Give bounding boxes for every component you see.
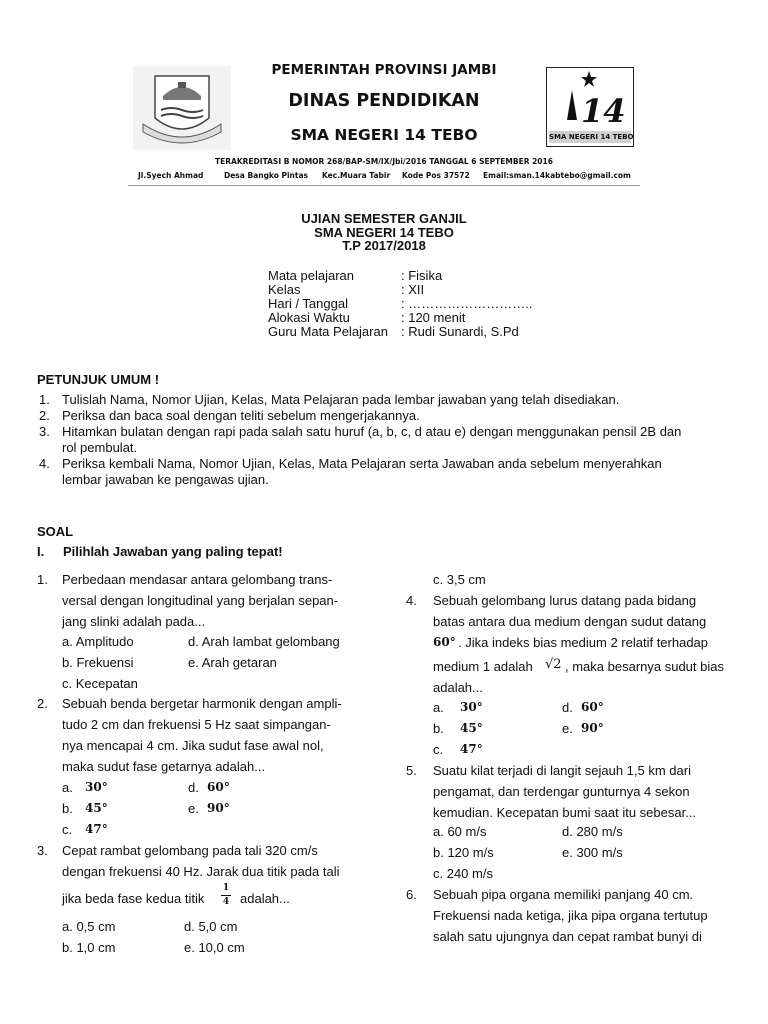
option-d: d. 280 m/s — [562, 824, 623, 839]
part-number: I. — [37, 544, 45, 559]
instruction-text: rol pembulat. — [62, 440, 138, 455]
angle-value: 60° — [433, 635, 456, 649]
instruction-text: lembar jawaban ke pengawas ujian. — [62, 472, 269, 487]
question-line: , maka besarnya sudut bias — [565, 659, 724, 674]
question-line: jang slinki adalah pada... — [62, 614, 206, 629]
option-a-label: a. — [62, 780, 73, 795]
option-a-label: a. — [433, 700, 444, 715]
option-d-label: d. — [188, 780, 199, 795]
instructions-heading: PETUNJUK UMUM ! — [37, 372, 160, 387]
option-d-value: 60° — [581, 700, 604, 714]
question-number: 4. — [406, 593, 417, 608]
question-line: Suatu kilat terjadi di langit sejauh 1,5 km dari — [433, 763, 691, 778]
question-line: salah satu ujungnya dan cepat rambat bunyi di — [433, 929, 702, 944]
instruction-text: Tulislah Nama, Nomor Ujian, Kelas, Mata Pelajaran pada lembar jawaban yang telah disediakan. — [62, 392, 620, 407]
exam-title: UJIAN SEMESTER GANJIL — [301, 211, 467, 226]
question-line: maka sudut fase getarnya adalah... — [62, 759, 266, 774]
fraction-denominator: 4 — [222, 897, 230, 907]
question-number: 2. — [37, 696, 48, 711]
header-department: DINAS PENDIDIKAN — [288, 91, 480, 111]
instruction-text: Periksa dan baca soal dengan teliti sebelum mengerjakannya. — [62, 408, 420, 423]
option-a: a. Amplitudo — [62, 634, 134, 649]
option-c-value: 47° — [460, 742, 483, 756]
question-number: 1. — [37, 572, 48, 587]
question-line: versal dengan longitudinal yang berjalan sepan- — [62, 593, 339, 608]
address-postcode: Kode Pos 37572 — [402, 171, 470, 180]
option-e-value: 90° — [207, 801, 230, 815]
address-district: Kec.Muara Tabir — [322, 171, 391, 180]
option-e-label: e. — [188, 801, 199, 816]
question-line: pengamat, dan terdengar gunturnya 4 sekon — [433, 784, 690, 799]
option-c-value: 47° — [85, 822, 108, 836]
option-c: c. 3,5 cm — [433, 572, 486, 587]
address-email: Email:sman.14kabtebo@gmail.com — [483, 171, 631, 180]
question-line: Cepat rambat gelombang pada tali 320 cm/s — [62, 843, 318, 858]
option-e: e. 300 m/s — [562, 845, 623, 860]
instruction-num: 3. — [39, 424, 50, 439]
option-b: b. Frekuensi — [62, 655, 134, 670]
option-c-label: c. — [433, 742, 444, 757]
question-line: kemudian. Kecepatan bumi saat itu sebesar... — [433, 805, 697, 820]
info-class-label: Kelas — [268, 282, 301, 297]
question-number: 5. — [406, 763, 417, 778]
info-time-value: : 120 menit — [401, 310, 466, 325]
option-a-value: 30° — [460, 700, 483, 714]
header-school: SMA NEGERI 14 TEBO — [290, 126, 478, 144]
school-logo-numeral: 14 — [581, 92, 626, 128]
option-e-value: 90° — [581, 721, 604, 735]
instruction-num: 2. — [39, 408, 50, 423]
instruction-num: 1. — [39, 392, 50, 407]
option-b: b. 120 m/s — [433, 845, 494, 860]
option-c-label: c. — [62, 822, 73, 837]
option-a: a. 0,5 cm — [62, 919, 116, 934]
option-a: a. 60 m/s — [433, 824, 487, 839]
option-a-value: 30° — [85, 780, 108, 794]
option-d: d. 5,0 cm — [184, 919, 238, 934]
question-number: 3. — [37, 843, 48, 858]
exam-school: SMA NEGERI 14 TEBO — [314, 225, 454, 240]
option-c: c. 240 m/s — [433, 866, 493, 881]
section-heading: SOAL — [37, 524, 74, 539]
instruction-text: Periksa kembali Nama, Nomor Ujian, Kelas, Mata Pelajaran serta Jawaban anda sebelum menyerahkan — [62, 456, 662, 471]
school-logo-caption: SMA NEGERI 14 TEBO — [549, 133, 634, 141]
question-line: nya mencapai 4 cm. Jika sudut fase awal nol, — [62, 738, 324, 753]
option-b-label: b. — [433, 721, 444, 736]
option-b-value: 45° — [85, 801, 108, 815]
info-date-value: : ……………………….. — [401, 296, 533, 311]
fraction-numerator: 1 — [222, 883, 230, 893]
question-line: adalah... — [240, 891, 290, 906]
address-village: Desa Bangko Pintas — [224, 171, 309, 180]
option-e: e. Arah getaran — [188, 655, 277, 670]
option-e-label: e. — [562, 721, 573, 736]
info-subject-value: : Fisika — [401, 268, 443, 283]
address-street: Jl.Syech Ahmad — [138, 171, 204, 180]
question-line: Sebuah gelombang lurus datang pada bidang — [433, 593, 697, 608]
header-divider — [128, 185, 640, 186]
info-time-label: Alokasi Waktu — [268, 310, 350, 325]
option-d-label: d. — [562, 700, 573, 715]
info-class-value: : XII — [401, 282, 425, 297]
part-title: Pilihlah Jawaban yang paling tepat! — [63, 544, 283, 559]
question-line: dengan frekuensi 40 Hz. Jarak dua titik pada tali — [62, 864, 340, 879]
exam-year: T.P 2017/2018 — [342, 238, 426, 253]
question-line: Frekuensi nada ketiga, jika pipa organa tertutup — [433, 908, 708, 923]
info-date-label: Hari / Tanggal — [268, 296, 348, 311]
instruction-text: Hitamkan bulatan dengan rapi pada salah satu huruf (a, b, c, d atau e) dengan menggunakan pensil 2B dan — [62, 424, 682, 439]
fraction-bar — [221, 895, 231, 896]
option-b-value: 45° — [460, 721, 483, 735]
sqrt-expression: √2 — [545, 657, 562, 672]
question-line: batas antara dua medium dengan sudut datang — [433, 614, 707, 629]
option-e: e. 10,0 cm — [184, 940, 245, 955]
question-line: Sebuah pipa organa memiliki panjang 40 cm. — [433, 887, 694, 902]
question-line: tudo 2 cm dan frekuensi 5 Hz saat simpangan- — [62, 717, 331, 732]
header-province: PEMERINTAH PROVINSI JAMBI — [271, 62, 497, 78]
option-b-label: b. — [62, 801, 73, 816]
question-number: 6. — [406, 887, 417, 902]
option-d: d. Arah lambat gelombang — [188, 634, 340, 649]
info-teacher-label: Guru Mata Pelajaran — [268, 324, 388, 339]
option-b: b. 1,0 cm — [62, 940, 116, 955]
question-line: medium 1 adalah — [433, 659, 533, 674]
info-subject-label: Mata pelajaran — [268, 268, 354, 283]
info-teacher-value: : Rudi Sunardi, S.Pd — [401, 324, 519, 339]
question-line: adalah... — [433, 680, 483, 695]
question-line: Sebuah benda bergetar harmonik dengan ampli- — [62, 696, 342, 711]
option-d-value: 60° — [207, 780, 230, 794]
option-c: c. Kecepatan — [62, 676, 138, 691]
instruction-num: 4. — [39, 456, 50, 471]
fraction — [220, 883, 232, 908]
question-line: . Jika indeks bias medium 2 relatif terhadap — [458, 635, 709, 650]
question-line: Perbedaan mendasar antara gelombang trans- — [62, 572, 333, 587]
school-logo — [546, 67, 634, 147]
question-line: jika beda fase kedua titik — [62, 891, 205, 906]
accreditation: TERAKREDITASI B NOMOR 268/BAP-SM/IX/Jbi/2016 TANGGAL 6 SEPTEMBER 2016 — [215, 157, 553, 166]
